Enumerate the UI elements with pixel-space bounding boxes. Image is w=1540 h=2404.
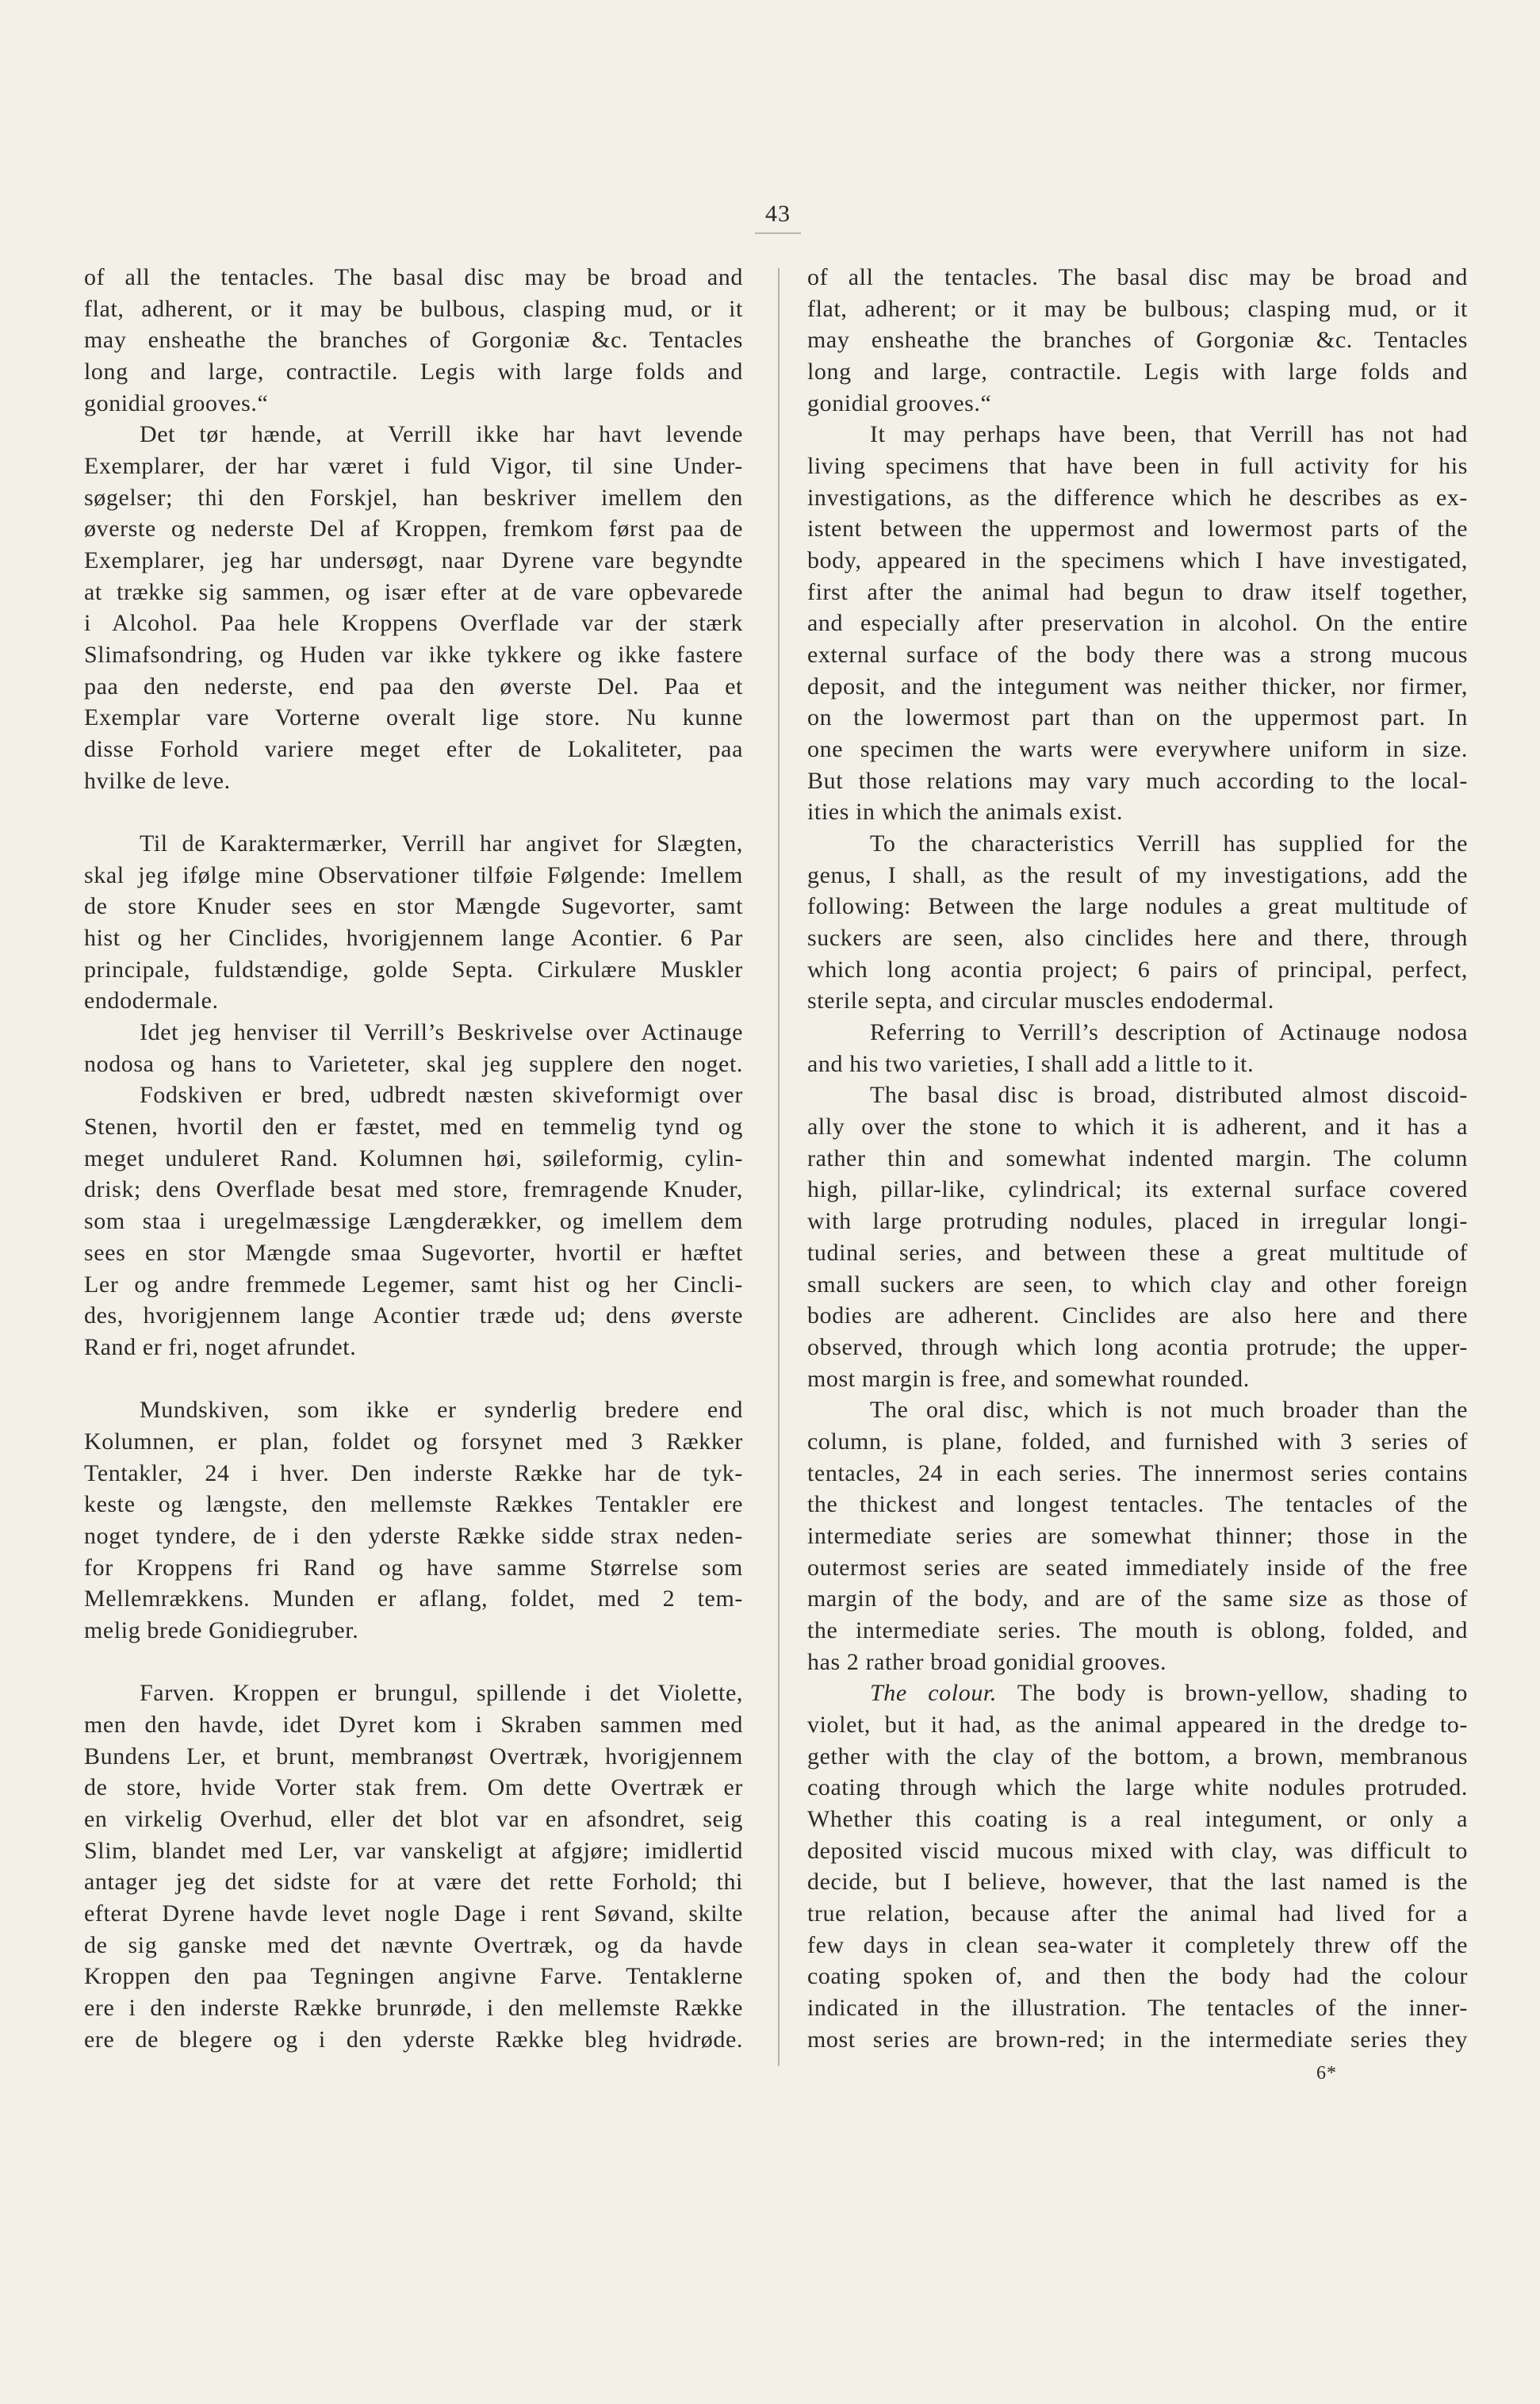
text-line: decide, but I believe, however, that the last named is the: [807, 1869, 1468, 1896]
text-line: Exemplarer, jeg har undersøgt, naar Dyrene vare begyndte: [84, 547, 743, 574]
text-line: long and large, contractile. Legis with large folds and: [84, 358, 743, 385]
text-line: hvilke de leve.: [84, 767, 231, 794]
text-line: Exemplarer, der har været i fuld Vigor, til sine Under-: [84, 453, 743, 480]
paragraph: [84, 262, 743, 419]
text-line: Exemplar vare Vorterne overalt lige store. Nu kunne: [84, 704, 743, 731]
paragraph: [807, 419, 1468, 828]
text-line: few days in clean sea-water it completely threw off the: [807, 1931, 1468, 1958]
text-line: following: Between the large nodules a great multitude of: [807, 893, 1468, 920]
text-line: de sig ganske med det nævnte Overtræk, og da havde: [84, 1931, 743, 1958]
text-line: violet, but it had, as the animal appeared in the dredge to-: [807, 1711, 1468, 1738]
text-line: skal jeg ifølge mine Observationer tilføie Følgende: Imellem: [84, 861, 743, 888]
text-line: true relation, because after the animal had lived for a: [807, 1900, 1468, 1927]
text-line: ities in which the animals exist.: [807, 799, 1124, 826]
text-line: Tentakler, 24 i hver. Den inderste Række har de tyk-: [84, 1459, 743, 1486]
text-line: at trække sig sammen, og især efter at de vare opbevarede: [84, 578, 743, 605]
text-line: søgelser; thi den Forskjel, han beskriver imellem den: [84, 484, 743, 511]
text-line: de store, hvide Vorter stak frem. Om dette Overtræk er: [84, 1774, 743, 1801]
text-line: column, is plane, folded, and furnished with 3 series of: [807, 1428, 1468, 1455]
text-line: øverste og nederste Del af Kroppen, fremkom først paa de: [84, 516, 743, 543]
text-line: men den havde, idet Dyret kom i Skraben sammen med: [84, 1711, 743, 1738]
text-line: flat, adherent, or it may be bulbous, clasping mud, or it: [84, 295, 743, 322]
paragraph: [84, 1677, 743, 2055]
text-line: outermost series are seated immediately inside of the free: [807, 1554, 1468, 1581]
text-line: has 2 rather broad gonidial grooves.: [807, 1648, 1167, 1675]
paragraph: [807, 262, 1468, 419]
paragraph-gap: [84, 1363, 743, 1395]
text-line: the intermediate series. The mouth is oblong, folded, and: [807, 1616, 1468, 1643]
text-line: Slim, blandet med Ler, var vanskeligt at afgjøre; imidlertid: [84, 1837, 743, 1864]
paragraph: [807, 1017, 1468, 1079]
text-line: Til de Karaktermærker, Verrill har angivet for Slægten,: [140, 830, 743, 857]
text-line: most series are brown-red; in the intermediate series they: [807, 2026, 1468, 2053]
text-line: sees en stor Mængde smaa Sugevorter, hvortil er hæftet: [84, 1239, 743, 1266]
text-line: coating through which the large white nodules protruded.: [807, 1774, 1468, 1801]
text-line: deposited viscid mucous mixed with clay, was difficult to: [807, 1837, 1468, 1864]
column-divider: [778, 268, 780, 2066]
page-number: 43: [765, 201, 791, 227]
text-line: Kolumnen, er plan, foldet og forsynet med 3 Rækker: [84, 1428, 743, 1455]
text-line: genus, I shall, as the result of my investigations, add the: [807, 861, 1468, 888]
text-line: ally over the stone to which it is adherent, and it has a: [807, 1114, 1468, 1141]
text-line: may ensheathe the branches of Gorgoniæ &c. Tentacles: [807, 327, 1468, 354]
text-line: Fodskiven er bred, udbredt næsten skiveformigt over: [140, 1082, 743, 1109]
text-line: on the lowermost part than on the uppermost part. In: [807, 704, 1468, 731]
paragraph: [84, 828, 743, 1017]
text-line: small suckers are seen, to which clay and other foreign: [807, 1271, 1468, 1298]
text-line: Farven. Kroppen er brungul, spillende i det Violette,: [140, 1680, 743, 1707]
text-line: Rand er fri, noget afrundet.: [84, 1333, 357, 1360]
text-line: tudinal series, and between these a great multitude of: [807, 1239, 1468, 1266]
text-line: endodermale.: [84, 987, 219, 1014]
paragraph: [807, 1079, 1468, 1394]
paragraph: [84, 1017, 743, 1079]
text-line: which long acontia project; 6 pairs of principal, perfect,: [807, 956, 1468, 983]
text-line: efterat Dyrene havde levet nogle Dage i rent Søvand, skilte: [84, 1900, 743, 1927]
text-line: high, pillar-like, cylindrical; its external surface covered: [807, 1176, 1468, 1203]
text-line: one specimen the warts were everywhere uniform in size.: [807, 736, 1468, 763]
text-line: deposit, and the integument was neither thicker, nor firmer,: [807, 673, 1468, 700]
text-line: meget unduleret Rand. Kolumnen høi, søileformig, cylin-: [84, 1144, 743, 1171]
text-line: [807, 1677, 1468, 1709]
text-line: Bundens Ler, et brunt, membranøst Overtræk, hvorigjennem: [84, 1743, 743, 1769]
text-line: drisk; dens Overflade besat med store, fremragende Knuder,: [84, 1176, 743, 1203]
text-line: But those relations may vary much according to the local-: [807, 767, 1468, 794]
text-line: coating spoken of, and then the body had the colour: [807, 1963, 1468, 1990]
text-line: istent between the uppermost and lowermost parts of the: [807, 516, 1468, 543]
text-run: The body is brown-yellow, shading to: [996, 1680, 1468, 1707]
text-line: de store Knuder sees en stor Mængde Sugevorter, samt: [84, 893, 743, 920]
text-line: Mundskiven, som ikke er synderlig bredere end: [140, 1397, 743, 1424]
text-line: investigations, as the difference which he describes as ex-: [807, 484, 1468, 511]
paragraph-gap: [84, 796, 743, 828]
text-line: gonidial grooves.“: [807, 389, 992, 416]
text-line: of all the tentacles. The basal disc may be broad and: [807, 264, 1468, 290]
text-line: living specimens that have been in full activity for his: [807, 453, 1468, 480]
signature-mark: 6*: [1316, 2063, 1337, 2084]
text-line: melig brede Gonidiegruber.: [84, 1616, 359, 1643]
text-line: The oral disc, which is not much broader than the: [870, 1397, 1468, 1424]
text-line: Kroppen den paa Tegningen angivne Farve. Tentaklerne: [84, 1963, 743, 1990]
paragraph: [84, 1394, 743, 1646]
text-line: keste og længste, den mellemste Rækkes Tentakler ere: [84, 1491, 743, 1518]
text-line: with large protruding nodules, placed in irregular longi-: [807, 1208, 1468, 1235]
paragraph-gap: [84, 1647, 743, 1678]
left-column: [84, 262, 743, 2055]
text-line: Slimafsondring, og Huden var ikke tykkere og ikke fastere: [84, 642, 743, 669]
text-line: of all the tentacles. The basal disc may be broad and: [84, 264, 743, 290]
text-line: may ensheathe the branches of Gorgoniæ &c. Tentacles: [84, 327, 743, 354]
text-line: and especially after preservation in alcohol. On the entire: [807, 610, 1468, 637]
text-line: long and large, contractile. Legis with large folds and: [807, 358, 1468, 385]
text-line: external surface of the body there was a strong mucous: [807, 642, 1468, 669]
paragraph: [84, 419, 743, 796]
text-line: disse Forhold variere meget efter de Lokaliteter, paa: [84, 736, 743, 763]
text-line: bodies are adherent. Cinclides are also here and there: [807, 1302, 1468, 1329]
text-line: Referring to Verrill’s description of Actinauge nodosa: [870, 1019, 1468, 1046]
text-line: for Kroppens fri Rand og have samme Størrelse som: [84, 1554, 743, 1581]
paragraph: [807, 1677, 1468, 2055]
text-line: gonidial grooves.“: [84, 389, 269, 416]
text-line: The basal disc is broad, distributed almost discoid-: [870, 1082, 1468, 1109]
paragraph: [84, 1079, 743, 1363]
text-line: nodosa og hans to Varieteter, skal jeg supplere den noget.: [84, 1050, 743, 1077]
text-line: Ler og andre fremmede Legemer, samt hist og her Cincli-: [84, 1271, 743, 1298]
right-column: [807, 262, 1468, 2055]
text-line: and his two varieties, I shall add a little to it.: [807, 1050, 1255, 1077]
text-line: Idet jeg henviser til Verrill’s Beskrivelse over Actinauge: [140, 1019, 743, 1046]
text-line: intermediate series are somewhat thinner; those in the: [807, 1522, 1468, 1549]
paragraph: [807, 828, 1468, 1017]
text-line: i Alcohol. Paa hele Kroppens Overflade var der stærk: [84, 610, 743, 637]
text-line: Stenen, hvortil den er fæstet, med en temmelig tynd og: [84, 1114, 743, 1141]
text-line: first after the animal had begun to draw itself together,: [807, 578, 1468, 605]
text-line: hist og her Cinclides, hvorigjennem lange Acontier. 6 Par: [84, 925, 743, 952]
text-line: gether with the clay of the bottom, a brown, membranous: [807, 1743, 1468, 1769]
text-line: tentacles, 24 in each series. The innermost series contains: [807, 1459, 1468, 1486]
text-line: the thickest and longest tentacles. The tentacles of the: [807, 1491, 1468, 1518]
text-line: ere i den inderste Række brunrøde, i den mellemste Række: [84, 1994, 743, 2021]
text-line: sterile septa, and circular muscles endodermal.: [807, 987, 1274, 1014]
text-line: body, appeared in the specimens which I have investigated,: [807, 547, 1468, 574]
text-line: margin of the body, and are of the same size as those of: [807, 1585, 1468, 1612]
text-line: antager jeg det sidste for at være det rette Forhold; thi: [84, 1869, 743, 1896]
text-line: It may perhaps have been, that Verrill has not had: [870, 421, 1468, 448]
text-line: indicated in the illustration. The tentacles of the inner-: [807, 1994, 1468, 2021]
italic-heading-run: The colour.: [870, 1680, 997, 1707]
text-line: noget tyndere, de i den yderste Række sidde strax neden-: [84, 1522, 743, 1549]
text-line: observed, through which long acontia protrude; the upper-: [807, 1333, 1468, 1360]
text-line: To the characteristics Verrill has supplied for the: [870, 830, 1468, 857]
text-line: most margin is free, and somewhat rounded.: [807, 1365, 1250, 1392]
text-line: en virkelig Overhud, eller det blot var en afsondret, seig: [84, 1805, 743, 1832]
text-line: suckers are seen, also cinclides here and there, through: [807, 925, 1468, 952]
text-line: rather thin and somewhat indented margin. The column: [807, 1144, 1468, 1171]
text-line: paa den nederste, end paa den øverste Del. Paa et: [84, 673, 743, 700]
text-line: des, hvorigjennem lange Acontier træde ud; dens øverste: [84, 1302, 743, 1329]
page-number-rule: [755, 232, 801, 234]
paragraph: [807, 1394, 1468, 1677]
text-line: Mellemrækkens. Munden er aflang, foldet, med 2 tem-: [84, 1585, 743, 1612]
text-line: ere de blegere og i den yderste Række bleg hvidrøde.: [84, 2026, 743, 2053]
text-line: som staa i uregelmæssige Længderækker, og imellem dem: [84, 1208, 743, 1235]
text-line: flat, adherent; or it may be bulbous; clasping mud, or it: [807, 295, 1468, 322]
text-line: Det tør hænde, at Verrill ikke har havt levende: [140, 421, 743, 448]
text-line: principale, fuldstændige, golde Septa. Cirkulære Muskler: [84, 956, 743, 983]
text-line: Whether this coating is a real integument, or only a: [807, 1805, 1468, 1832]
